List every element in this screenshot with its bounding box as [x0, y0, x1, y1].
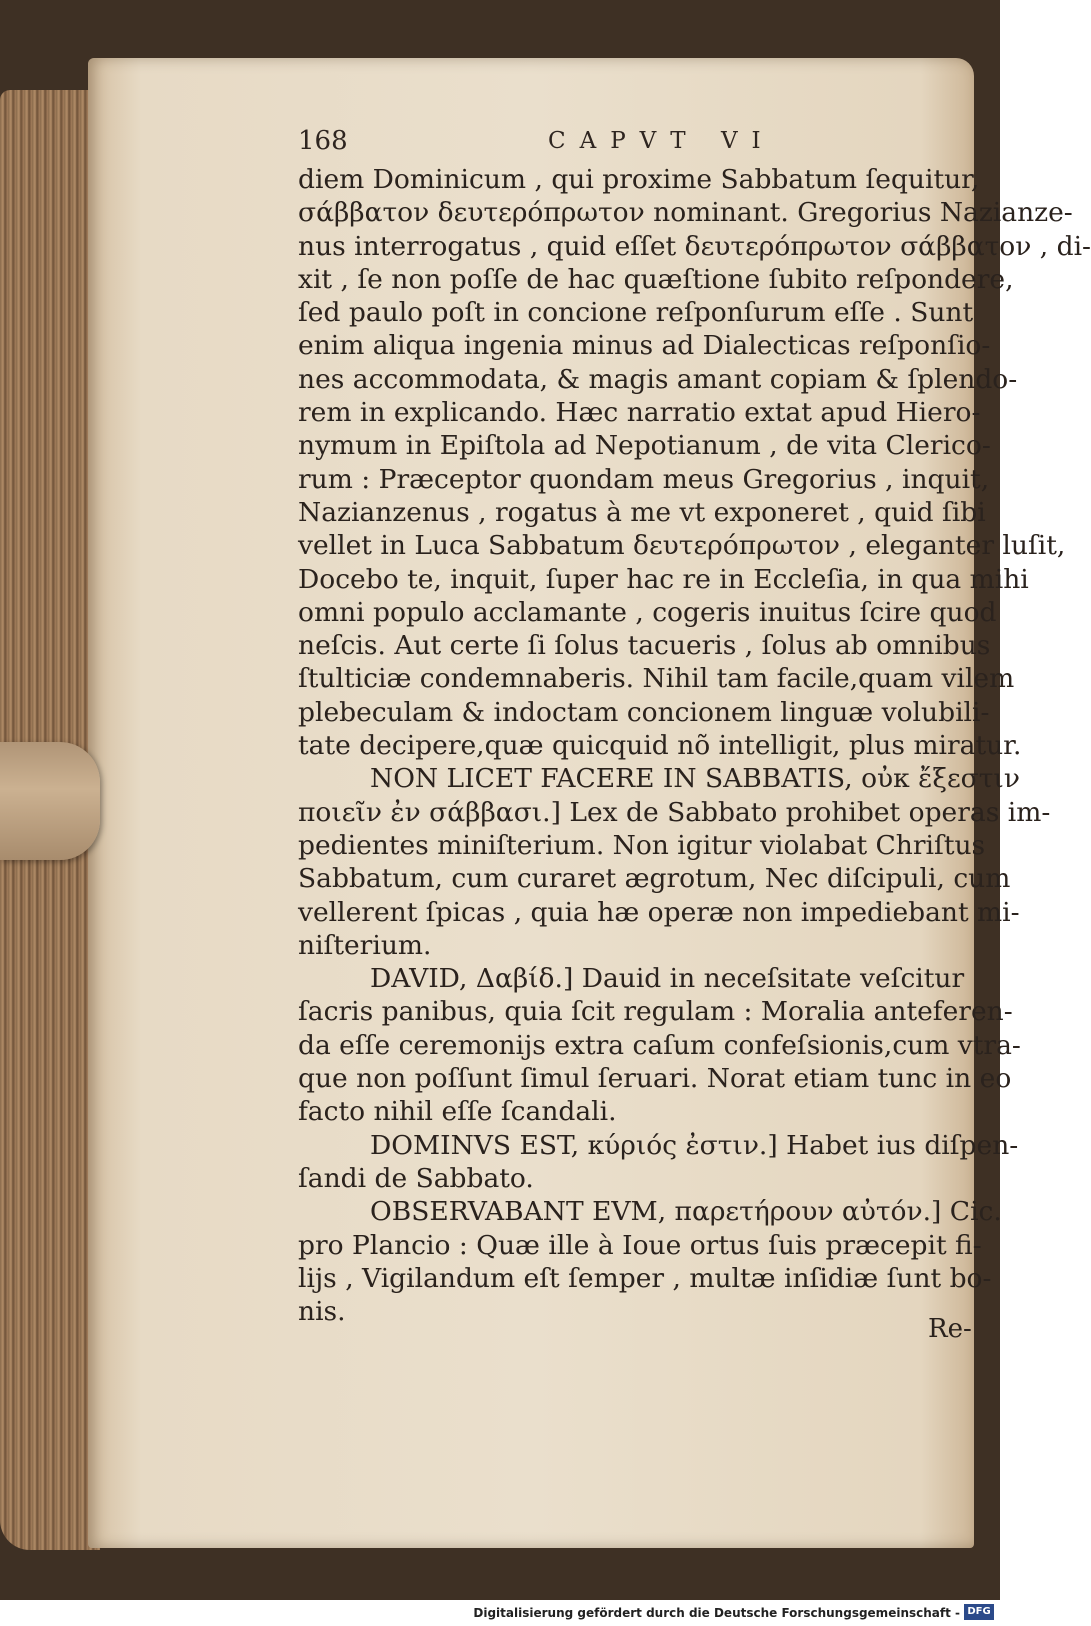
dfg-logo: DFG — [964, 1604, 994, 1620]
text-line: nymum in Epiſtola ad Nepotianum , de vita Clerico- — [298, 430, 991, 462]
text-line: rem in explicando. Hæc narratio extat apud Hiero- — [298, 397, 981, 429]
text-line: tate decipere,quæ quicquid nõ intelligit, plus miratur. — [298, 730, 1022, 762]
catchword: Re- — [928, 1314, 972, 1344]
bookmark-ribbon — [0, 742, 100, 860]
text-line: que non poſſunt ſimul ſeruari. Norat etiam tunc in eo — [298, 1063, 1012, 1095]
text-line: ſacris panibus, quia ſcit regulam : Moralia anteferen- — [298, 996, 1013, 1028]
text-line: ſtulticiæ condemnaberis. Nihil tam facile,quam vilem — [298, 663, 1015, 695]
text-line: OBSERVABANT EVM, παρετήρουν αὐτόν.] Cic. — [370, 1196, 1002, 1228]
text-line: xit , ſe non poſſe de hac quæſtione ſubito reſpondere, — [298, 263, 1014, 295]
text-line: pedientes miniſterium. Non igitur violabat Chriſtus — [298, 829, 986, 861]
text-line: enim aliqua ingenia minus ad Dialecticas reſponſio- — [298, 330, 991, 362]
page-header — [298, 126, 978, 160]
text-line: ſandi de Sabbato. — [298, 1162, 534, 1194]
text-line: ποιεῖν ἐν σάββασι.] Lex de Sabbato prohibet operas im- — [298, 796, 1051, 828]
text-line: nis. — [298, 1296, 346, 1328]
text-line: nus interrogatus , quid eſſet δευτερόπρωτον σάββατον , di- — [298, 230, 1091, 262]
digitization-credit: Digitalisierung gefördert durch die Deutsche Forschungsgemeinschaft - — [473, 1606, 960, 1620]
text-line: da eſſe ceremonijs extra caſum confeſsionis,cum vtra- — [298, 1029, 1021, 1061]
running-head: CAPVT VI — [548, 128, 775, 154]
text-line: omni populo acclamante , cogeris inuitus ſcire quod — [298, 596, 997, 628]
text-line: nes accommodata, & magis amant copiam & ſplendo- — [298, 363, 1018, 395]
text-line: lijs , Vigilandum eſt ſemper , multæ inſidiæ ſunt bo- — [298, 1262, 992, 1294]
text-line: Docebo te, inquit, ſuper hac re in Eccleſia, in qua mihi — [298, 563, 1029, 595]
text-line: DOMINVS EST, κύριός ἐστιν.] Habet ius diſpen- — [370, 1129, 1019, 1161]
text-line: vellet in Luca Sabbatum δευτερόπρωτον , eleganter luſit, — [298, 530, 1066, 562]
text-line: neſcis. Aut certe ſi ſolus tacueris , ſolus ab omnibus — [298, 630, 991, 662]
text-line: facto nihil eſſe ſcandali. — [298, 1096, 617, 1128]
text-line: σάββατον δευτερόπρωτον nominant. Gregorius Nazianze- — [298, 197, 1073, 229]
text-line: Nazianzenus , rogatus à me vt exponeret , quid ſibi — [298, 496, 986, 528]
text-line: diem Dominicum , qui proxime Sabbatum ſequitur, — [298, 164, 980, 195]
text-line: pro Plancio : Quæ ille à Ioue ortus ſuis præcepit fi- — [298, 1229, 982, 1261]
footer-bar — [0, 1600, 1000, 1626]
text-line: ſed paulo poſt in concione reſponſurum eſſe . Sunt — [298, 297, 974, 329]
text-line: plebeculam & indoctam concionem linguæ volubili- — [298, 696, 990, 728]
text-line: NON LICET FACERE IN SABBATIS, οὐκ ἔξεστιν — [370, 763, 1020, 795]
text-line: DAVID, Δαβίδ.] Dauid in neceſsitate veſcitur — [370, 963, 965, 995]
text-line: rum : Præceptor quondam meus Gregorius , inquit, — [298, 463, 990, 495]
body-text — [298, 163, 1091, 1328]
text-line: vellerent ſpicas , quia hæ operæ non impediebant mi- — [298, 896, 1020, 928]
page-number: 168 — [298, 126, 348, 156]
text-line: niſterium. — [298, 929, 432, 961]
text-line: Sabbatum, cum curaret ægrotum, Nec diſcipuli, cum — [298, 863, 1011, 895]
